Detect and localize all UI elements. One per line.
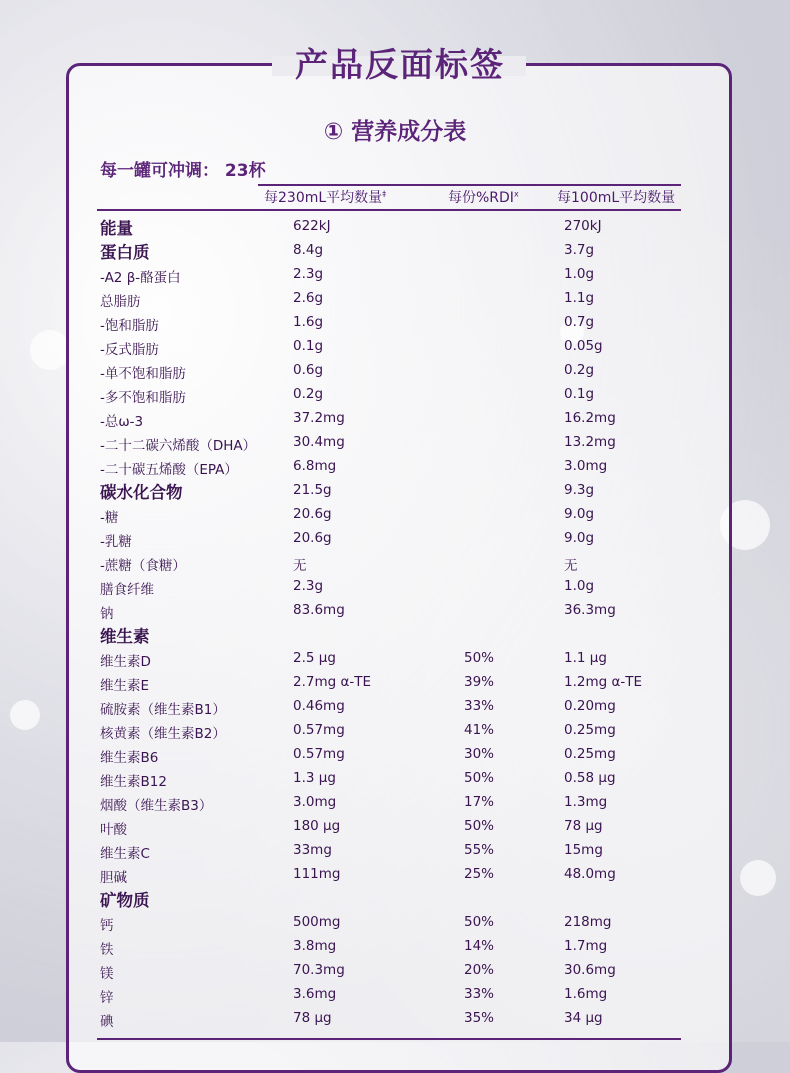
per-100ml-value: 1.6mg xyxy=(564,986,608,1002)
rdi-value: 41% xyxy=(464,722,495,738)
per-100ml-value: 218mg xyxy=(564,914,612,930)
nutrient-name: 维生素B12 xyxy=(100,774,167,790)
title-container xyxy=(270,40,530,90)
nutrient-name: 维生素 xyxy=(100,627,150,646)
per-serving-value: 0.2g xyxy=(293,386,324,402)
table-row xyxy=(0,814,790,838)
nutrient-name: 碳水化合物 xyxy=(100,483,183,502)
table-row xyxy=(0,694,790,718)
nutrient-name: 总脂肪 xyxy=(100,294,141,310)
table-row xyxy=(0,670,790,694)
per-100ml-value: 3.7g xyxy=(564,242,595,258)
rdi-value: 50% xyxy=(464,770,495,786)
header-bottom-rule xyxy=(97,209,681,211)
table-row xyxy=(0,382,790,406)
table-row xyxy=(0,262,790,286)
nutrient-name: 蛋白质 xyxy=(100,243,150,262)
table-row xyxy=(0,718,790,742)
nutrient-name: 钠 xyxy=(100,606,114,622)
table-row xyxy=(0,958,790,982)
per-serving-value: 8.4g xyxy=(293,242,324,258)
per-serving-value: 6.8mg xyxy=(293,458,337,474)
per-serving-value: 21.5g xyxy=(293,482,332,498)
per-serving-value: 0.57mg xyxy=(293,746,345,762)
nutrient-name: 能量 xyxy=(100,219,133,238)
per-100ml-value: 1.2mg α-TE xyxy=(564,674,643,690)
table-row xyxy=(0,238,790,262)
per-serving-value: 20.6g xyxy=(293,506,332,522)
table-row xyxy=(0,742,790,766)
per-100ml-value: 0.05g xyxy=(564,338,603,354)
nutrient-name: 胆碱 xyxy=(100,870,127,886)
per-100ml-value: 1.3mg xyxy=(564,794,608,810)
per-serving-value: 1.6g xyxy=(293,314,324,330)
per-100ml-value: 1.1g xyxy=(564,290,595,306)
per-serving-value: 3.6mg xyxy=(293,986,337,1002)
table-row xyxy=(0,982,790,1006)
rdi-value: 25% xyxy=(464,866,495,882)
table-row xyxy=(0,934,790,958)
per-serving-value: 无 xyxy=(293,558,307,574)
per-serving-value: 33mg xyxy=(293,842,332,858)
header-rdi-label: 每份%RDI xyxy=(448,190,514,206)
per-serving-value: 2.5 μg xyxy=(293,650,336,666)
rdi-value: 33% xyxy=(464,986,495,1002)
per-serving-value: 3.8mg xyxy=(293,938,337,954)
per-serving-value: 3.0mg xyxy=(293,794,337,810)
nutrient-name: 锌 xyxy=(100,990,114,1006)
nutrient-name: -糖 xyxy=(100,510,119,526)
rdi-value: 33% xyxy=(464,698,495,714)
nutrient-name: -饱和脂肪 xyxy=(100,318,159,334)
nutrient-name: -蔗糖（食糖） xyxy=(100,558,186,574)
servings-per-can: 每一罐可冲调： 23杯 xyxy=(100,161,266,181)
rdi-value: 20% xyxy=(464,962,495,978)
per-serving-value: 2.6g xyxy=(293,290,324,306)
nutrient-name: 钙 xyxy=(100,918,114,934)
table-row xyxy=(0,286,790,310)
per-100ml-value: 78 μg xyxy=(564,818,603,834)
nutrient-name: -A2 β-酪蛋白 xyxy=(100,270,181,286)
nutrient-name: 铁 xyxy=(100,942,114,958)
nutrient-name: -反式脂肪 xyxy=(100,342,159,358)
per-serving-value: 20.6g xyxy=(293,530,332,546)
per-serving-value: 70.3mg xyxy=(293,962,345,978)
rdi-value: 35% xyxy=(464,1010,495,1026)
section-subtitle: ① 营养成分表 xyxy=(323,119,467,145)
header-per-serving-mark: ‡ xyxy=(382,189,387,199)
nutrient-name: 维生素D xyxy=(100,654,151,670)
nutrient-name: -单不饱和脂肪 xyxy=(100,366,186,382)
table-row xyxy=(0,550,790,574)
table-row xyxy=(0,406,790,430)
table-row xyxy=(0,766,790,790)
table-row xyxy=(0,526,790,550)
nutrient-name: 硫胺素（维生素B1） xyxy=(100,702,226,718)
per-100ml-value: 3.0mg xyxy=(564,458,608,474)
per-serving-value: 500mg xyxy=(293,914,341,930)
per-serving-value: 37.2mg xyxy=(293,410,345,426)
per-100ml-value: 34 μg xyxy=(564,1010,603,1026)
nutrient-name: 维生素E xyxy=(100,678,150,694)
table-row xyxy=(0,310,790,334)
per-serving-value: 0.6g xyxy=(293,362,324,378)
per-serving-value: 111mg xyxy=(293,866,341,882)
table-row xyxy=(0,646,790,670)
page-title: 产品反面标签 xyxy=(295,45,505,84)
header-per-serving xyxy=(264,187,386,207)
per-serving-value: 180 μg xyxy=(293,818,341,834)
table-row xyxy=(0,1006,790,1030)
per-serving-value: 0.1g xyxy=(293,338,324,354)
table-row xyxy=(0,886,790,910)
nutrient-name: -二十二碳六烯酸（DHA） xyxy=(100,438,257,454)
nutrient-name: 核黄素（维生素B2） xyxy=(100,726,226,742)
table-row xyxy=(0,790,790,814)
per-100ml-value: 0.25mg xyxy=(564,746,616,762)
table-row xyxy=(0,334,790,358)
nutrient-name: 维生素C xyxy=(100,846,150,862)
rdi-value: 30% xyxy=(464,746,495,762)
nutrient-name: 烟酸（维生素B3） xyxy=(100,798,213,814)
header-per-100ml: 每100mL平均数量 xyxy=(557,190,676,206)
per-serving-value: 83.6mg xyxy=(293,602,345,618)
per-serving-value: 78 μg xyxy=(293,1010,332,1026)
per-serving-value: 2.3g xyxy=(293,578,324,594)
per-100ml-value: 1.7mg xyxy=(564,938,608,954)
table-row xyxy=(0,358,790,382)
per-100ml-value: 1.0g xyxy=(564,266,595,282)
nutrient-name: 膳食纤维 xyxy=(100,582,154,598)
per-100ml-value: 0.58 μg xyxy=(564,770,616,786)
per-100ml-value: 无 xyxy=(564,558,578,574)
table-row xyxy=(0,430,790,454)
per-serving-value: 0.57mg xyxy=(293,722,345,738)
rdi-value: 17% xyxy=(464,794,495,810)
per-100ml-value: 1.1 μg xyxy=(564,650,607,666)
rdi-value: 55% xyxy=(464,842,495,858)
per-100ml-value: 13.2mg xyxy=(564,434,616,450)
table-row xyxy=(0,598,790,622)
header-rdi-mark: x xyxy=(513,189,519,199)
table-row xyxy=(0,454,790,478)
table-row xyxy=(0,574,790,598)
nutrient-name: -二十碳五烯酸（EPA） xyxy=(100,462,238,478)
table-bottom-rule xyxy=(97,1038,681,1040)
per-100ml-value: 9.3g xyxy=(564,482,595,498)
per-100ml-value: 9.0g xyxy=(564,530,595,546)
rdi-value: 50% xyxy=(464,914,495,930)
rdi-value: 50% xyxy=(464,650,495,666)
per-serving-value: 0.46mg xyxy=(293,698,345,714)
per-100ml-value: 30.6mg xyxy=(564,962,616,978)
per-100ml-value: 0.1g xyxy=(564,386,595,402)
table-row xyxy=(0,478,790,502)
header-per-serving-label: 每230mL平均数量 xyxy=(264,190,383,206)
per-100ml-value: 16.2mg xyxy=(564,410,616,426)
per-serving-value: 2.3g xyxy=(293,266,324,282)
table-row xyxy=(0,214,790,238)
nutrient-name: 叶酸 xyxy=(100,822,127,838)
rdi-value: 39% xyxy=(464,674,495,690)
header-rdi xyxy=(448,187,519,207)
per-100ml-value: 0.20mg xyxy=(564,698,616,714)
per-serving-value: 622kJ xyxy=(293,218,331,234)
per-100ml-value: 1.0g xyxy=(564,578,595,594)
per-100ml-value: 0.25mg xyxy=(564,722,616,738)
nutrient-name: 碘 xyxy=(100,1014,114,1030)
per-100ml-value: 0.2g xyxy=(564,362,595,378)
rdi-value: 14% xyxy=(464,938,495,954)
table-row xyxy=(0,910,790,934)
per-100ml-value: 48.0mg xyxy=(564,866,616,882)
per-100ml-value: 270kJ xyxy=(564,218,602,234)
header-top-rule xyxy=(258,184,681,186)
per-100ml-value: 36.3mg xyxy=(564,602,616,618)
nutrient-name: 矿物质 xyxy=(100,891,150,910)
nutrient-name: 镁 xyxy=(100,966,114,982)
per-serving-value: 2.7mg α-TE xyxy=(293,674,372,690)
nutrient-name: -总ω-3 xyxy=(100,414,144,430)
per-100ml-value: 15mg xyxy=(564,842,603,858)
per-serving-value: 30.4mg xyxy=(293,434,345,450)
table-row xyxy=(0,862,790,886)
nutrient-name: 维生素B6 xyxy=(100,750,159,766)
per-100ml-value: 0.7g xyxy=(564,314,595,330)
table-row xyxy=(0,502,790,526)
nutrition-table xyxy=(0,214,790,1030)
nutrient-name: -乳糖 xyxy=(100,534,132,550)
per-serving-value: 1.3 μg xyxy=(293,770,336,786)
table-row xyxy=(0,622,790,646)
table-row xyxy=(0,838,790,862)
per-100ml-value: 9.0g xyxy=(564,506,595,522)
nutrient-name: -多不饱和脂肪 xyxy=(100,390,186,406)
rdi-value: 50% xyxy=(464,818,495,834)
